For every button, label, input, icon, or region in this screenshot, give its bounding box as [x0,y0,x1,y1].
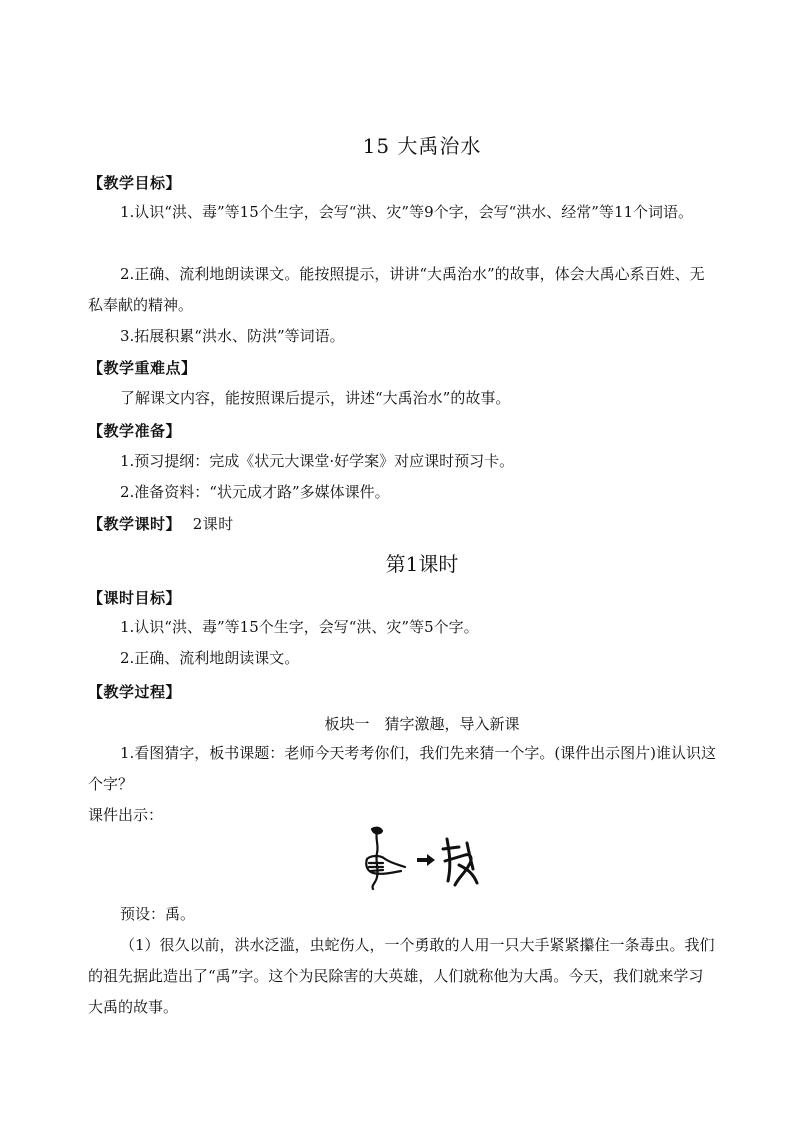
hand-holding-worm-icon [366,828,405,889]
section-heading-goals: 【教学目标】 [88,174,182,192]
ancient-glyph-yu-icon [443,839,477,885]
hours-label: 【教学课时】 [88,515,182,533]
lesson-title: 第1课时 [385,552,459,576]
block-title: 板块一 猜字激趣，导入新课 [324,715,520,733]
paragraph-1: （1）很久以前，洪水泛滥，虫蛇伤人，一个勇敢的人用一只大手紧紧攥住一条毒虫。我们的祖先据此造出了“禹”字。这个为民除害的大英雄，人们就称他为大禹。今天，我们就来学习大禹的故事。 [88,936,715,1016]
section-heading-lesson-goals: 【课时目标】 [88,589,182,607]
section-heading-process: 【教学过程】 [88,683,182,701]
courseware-label: 课件出示： [88,806,164,824]
prep-2: 2.准备资料：“状元成才路”多媒体课件。 [120,483,390,501]
goal-1: 1.认识“洪、毒”等15个生字，会写“洪、灾”等9个字，会写“洪水、经常”等11个词语。 [120,203,694,221]
section-heading-key-points: 【教学重难点】 [88,359,197,377]
pictograph-figure [355,825,485,895]
arrow-right-icon [417,854,435,866]
page-title: 15 大禹治水 [362,134,482,158]
preset-answer: 预设：禹。 [120,905,196,923]
section-heading-preparation: 【教学准备】 [88,422,182,440]
goal-3: 3.拓展积累“洪水、防洪”等词语。 [120,327,345,345]
section-heading-hours [88,513,234,534]
prep-1: 1.预习提纲：完成《状元大课堂·好学案》对应课时预习卡。 [120,452,515,470]
step-1: 1.看图猜字，板书课题：老师今天考考你们，我们先来猜一个字。(课件出示图片)谁认识这个字？ [88,744,717,793]
lesson-goal-2: 2.正确、流利地朗读课文。 [120,649,300,667]
lesson-goal-1: 1.认识“洪、毒”等15个生字，会写“洪、灾”等5个字。 [120,618,479,636]
hours-value: 2课时 [192,515,234,533]
key-point-text: 了解课文内容，能按照课后提示，讲述“大禹治水”的故事。 [120,389,511,407]
goal-2: 2.正确、流利地朗读课文。能按照提示，讲讲“大禹治水”的故事，体会大禹心系百姓、无私奉献的精神。 [88,265,705,314]
